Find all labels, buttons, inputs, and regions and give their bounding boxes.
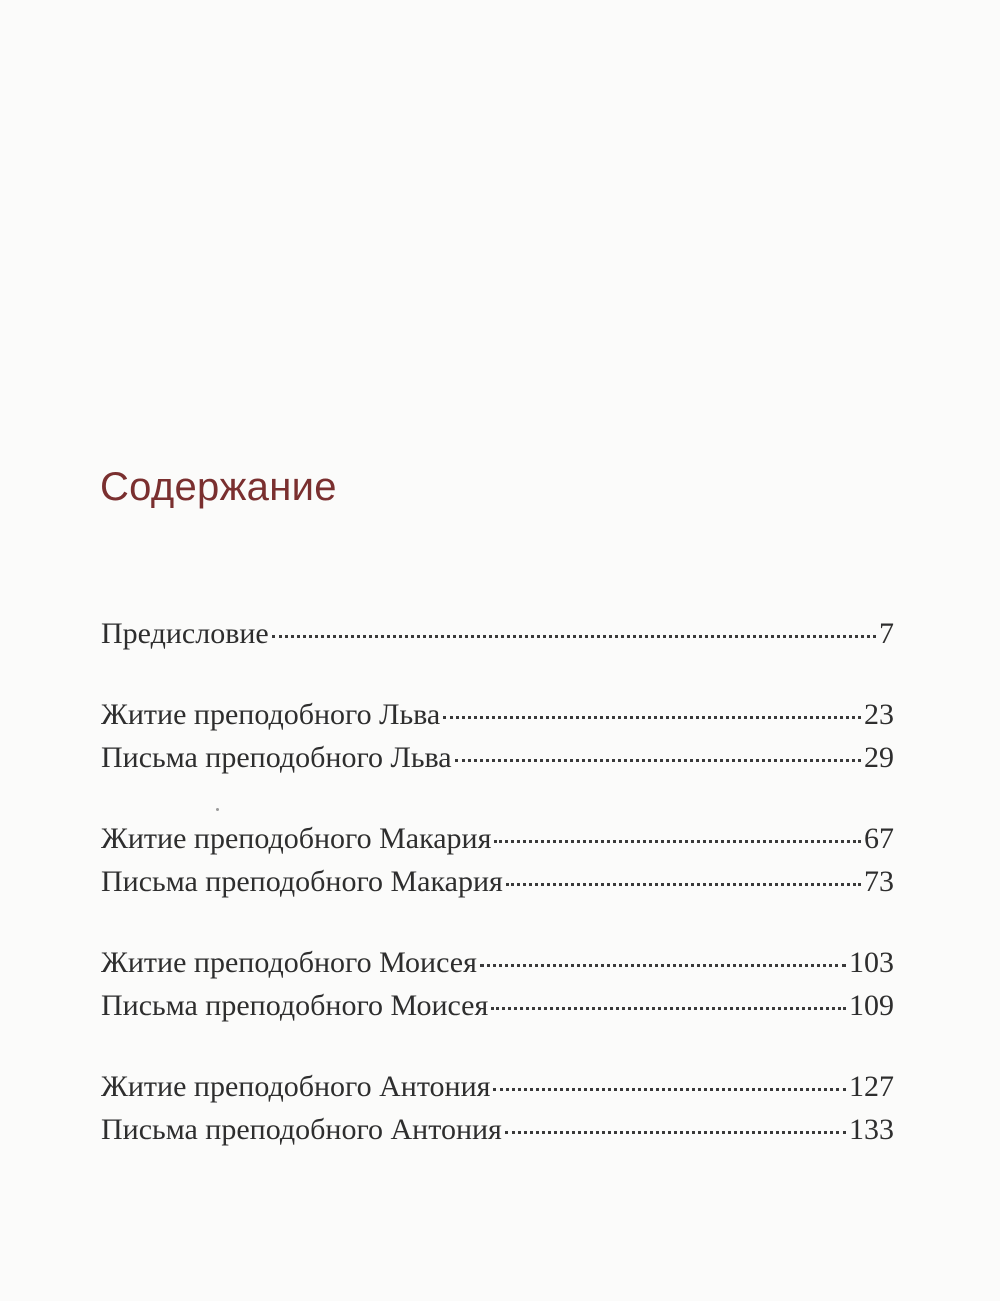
dot-leader: [491, 1007, 846, 1010]
toc-group-antoniy: [101, 1065, 894, 1151]
toc-entry[interactable]: [101, 817, 894, 860]
toc-entry-label: Письма преподобного Моисея: [101, 989, 489, 1022]
dot-leader: [443, 716, 861, 719]
toc-entry[interactable]: [101, 860, 894, 903]
toc-entry-page: 67: [864, 822, 894, 855]
toc-entry-page: 103: [849, 946, 894, 979]
table-of-contents: [101, 612, 894, 1189]
paper-speck: [216, 808, 219, 811]
toc-group-lev: [101, 693, 894, 779]
toc-group-preface: [101, 612, 894, 655]
toc-entry-page: 73: [864, 865, 894, 898]
toc-entry[interactable]: [101, 736, 894, 779]
dot-leader: [272, 635, 876, 638]
toc-entry-label: Житие преподобного Моисея: [101, 946, 477, 979]
toc-entry-label: Житие преподобного Антония: [101, 1070, 491, 1103]
toc-entry-page: 109: [849, 989, 894, 1022]
dot-leader: [493, 1088, 846, 1091]
toc-entry[interactable]: [101, 941, 894, 984]
toc-entry[interactable]: [101, 693, 894, 736]
toc-group-makariy: [101, 817, 894, 903]
toc-entry[interactable]: [101, 1108, 894, 1151]
toc-entry-label: Житие преподобного Льва: [101, 698, 441, 731]
toc-entry-page: 7: [879, 617, 894, 650]
toc-group-moisey: [101, 941, 894, 1027]
toc-entry-label: Предисловие: [101, 617, 269, 650]
toc-entry-page: 127: [849, 1070, 894, 1103]
dot-leader: [506, 883, 861, 886]
dot-leader: [505, 1131, 846, 1134]
toc-entry-label: Житие преподобного Макария: [101, 822, 492, 855]
toc-entry-label: Письма преподобного Макария: [101, 865, 503, 898]
page-title: Содержание: [100, 465, 337, 509]
toc-entry-page: 29: [864, 741, 894, 774]
toc-entry-page: 133: [849, 1113, 894, 1146]
dot-leader: [455, 759, 861, 762]
toc-entry-label: Письма преподобного Антония: [101, 1113, 502, 1146]
dot-leader: [480, 964, 846, 967]
toc-entry-page: 23: [864, 698, 894, 731]
toc-entry-label: Письма преподобного Льва: [101, 741, 452, 774]
toc-entry[interactable]: [101, 1065, 894, 1108]
toc-entry[interactable]: [101, 984, 894, 1027]
dot-leader: [494, 840, 861, 843]
toc-entry[interactable]: [101, 612, 894, 655]
